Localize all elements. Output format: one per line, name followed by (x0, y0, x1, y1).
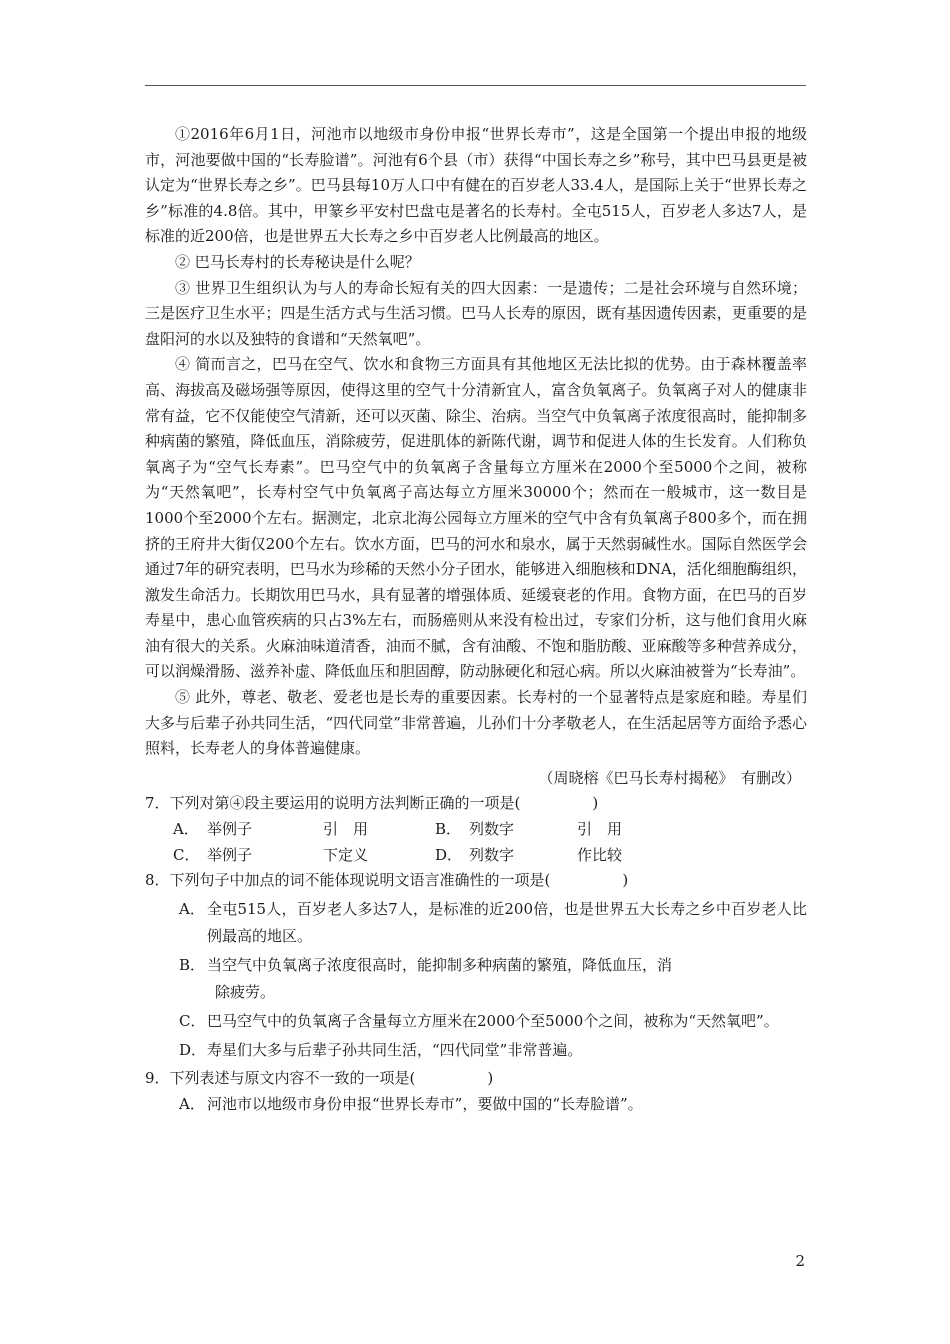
question-8-options (179, 896, 807, 1064)
option-text: 引 用 (577, 820, 623, 839)
option-text: 引 用 (323, 820, 369, 839)
option-letter: B． (435, 820, 462, 839)
header-rule (145, 85, 806, 86)
question-9-options (179, 1091, 807, 1118)
option-a: A． 全屯515人，百岁老人多达7人，是标准的近200倍，也是世界五大长寿之乡中百岁老人比例最高的地区。 (179, 899, 807, 945)
question-7 (145, 791, 807, 868)
page-number: 2 (795, 1252, 805, 1270)
option-text: 作比较 (577, 845, 623, 864)
question-9 (145, 1066, 807, 1119)
option-letter: A． (173, 820, 199, 839)
question-9-stem: 9．下列表述与原文内容不一致的一项是( ) (145, 1068, 494, 1087)
paragraph-3: ③ 世界卫生组织认为与人的寿命长短有关的四大因素：一是遗传；二是社会环境与自然环境；三是医疗卫生水平；四是生活方式与生活习惯。巴马人长寿的原因，既有基因遗传因素，更重要的是盘阳河的水以及独特的食谱和“天然氧吧”。 (145, 278, 807, 348)
question-8-stem: 8．下列句子中加点的词不能体现说明文语言准确性的一项是( ) (145, 871, 629, 890)
question-8 (145, 868, 807, 1064)
option-text: 举例子 (207, 820, 253, 839)
paragraph-2: ② 巴马长寿村的长寿秘诀是什么呢？ (175, 252, 420, 271)
paragraph-4: ④ 简而言之，巴马在空气、饮水和食物三方面具有其他地区无法比拟的优势。由于森林覆盖率高、海拔高及磁场强等原因，使得这里的空气十分清新宜人，富含负氧离子。负氧离子对人的健康非常有益，它不仅能使空气清新，还可以灭菌、除尘、治病。当空气中负氧离子浓度很高时，能抑制多种病菌的繁殖，降低血压，消除疲劳，促进肌体的新陈代谢，调节和促进人体的生长发育。人们称负氧离子为“空气长寿素”。巴马空气中的负氧离子含量每立方厘米在2000个至5000个之间，被称为“天然氧吧”，长寿村空气中负氧离子高达每立方厘米30000个；然而在一般城市，这一数目是1000个至2000个左右。据测定，北京北海公园每立方厘米的空气中含有负氧离子800多个，而在拥挤的王府井大街仅200个左右。饮水方面，巴马的河水和泉水，属于天然弱碱性水。国际自然医学会通过7年的研究表明，巴马水为珍稀的天然小分子团水，能够进入细胞核和DNA，活化细胞酶组织，激发生命活力。长期饮用巴马水，具有显著的增强体质、延缓衰老的作用。食物方面，在巴马的百岁寿星中，患心血管疾病的只占3%左右，而肠癌则从来没有检出过，专家们分析，这与他们食用火麻油有很大的关系。火麻油味道清香，油而不腻，含有油酸、不饱和脂肪酸、亚麻酸等多种营养成分，可以润燥滑肠、滋养补虚、降低血压和胆固醇，防动脉硬化和冠心病。所以火麻油被誉为“长寿油”。 (145, 355, 807, 681)
paragraph-5: ⑤ 此外，尊老、敬老、爱老也是长寿的重要因素。长寿村的一个显著特点是家庭和睦。寿星们大多与后辈子孙共同生活，“四代同堂”非常普遍，儿孙们十分孝敬老人，在生活起居等方面给予悉心照料，长寿老人的身体普遍健康。 (145, 688, 807, 758)
option-text: 下定义 (323, 845, 369, 864)
question-7-options (173, 817, 807, 868)
option-b: B． 当空气中负氧离子浓度很高时，能抑制多种病菌的繁殖，降低血压，消 除疲劳。 (179, 955, 673, 1001)
paragraph-1: ①2016年6月1日，河池市以地级市身份申报“世界长寿市”，这是全国第一个提出申报的地级市，河池要做中国的“长寿脸谱”。河池有6个县（市）获得“中国长寿之乡”称号，其中巴马县更是被认定为“世界长寿之乡”。巴马县每10万人口中有健在的百岁老人33.4人，是国际上关于“世界长寿之乡”标准的4.8倍。其中，甲篆乡平安村巴盘屯是著名的长寿村。全屯515人，百岁老人多达7人，是标准的近200倍，也是世界五大长寿之乡中百岁老人比例最高的地区。 (145, 125, 807, 246)
option-text: 举例子 (207, 845, 253, 864)
option-text: 列数字 (469, 845, 515, 864)
option-letter: C． (173, 845, 200, 864)
question-7-stem: 7．下列对第④段主要运用的说明方法判断正确的一项是( ) (145, 794, 599, 813)
page-content (145, 122, 807, 1118)
option-letter: D． (435, 845, 463, 864)
source-citation: （周晓榕《巴马长寿村揭秘》 有删改） (538, 768, 801, 787)
option-c: C． 巴马空气中的负氧离子含量每立方厘米在2000个至5000个之间，被称为“天然氧吧”。 (179, 1011, 779, 1030)
option-d: D． 寿星们大多与后辈子孙共同生活，“四代同堂”非常普遍。 (179, 1040, 583, 1059)
option-a: A． 河池市以地级市身份申报“世界长寿市”，要做中国的“长寿脸谱”。 (179, 1095, 643, 1114)
option-text: 列数字 (469, 820, 515, 839)
